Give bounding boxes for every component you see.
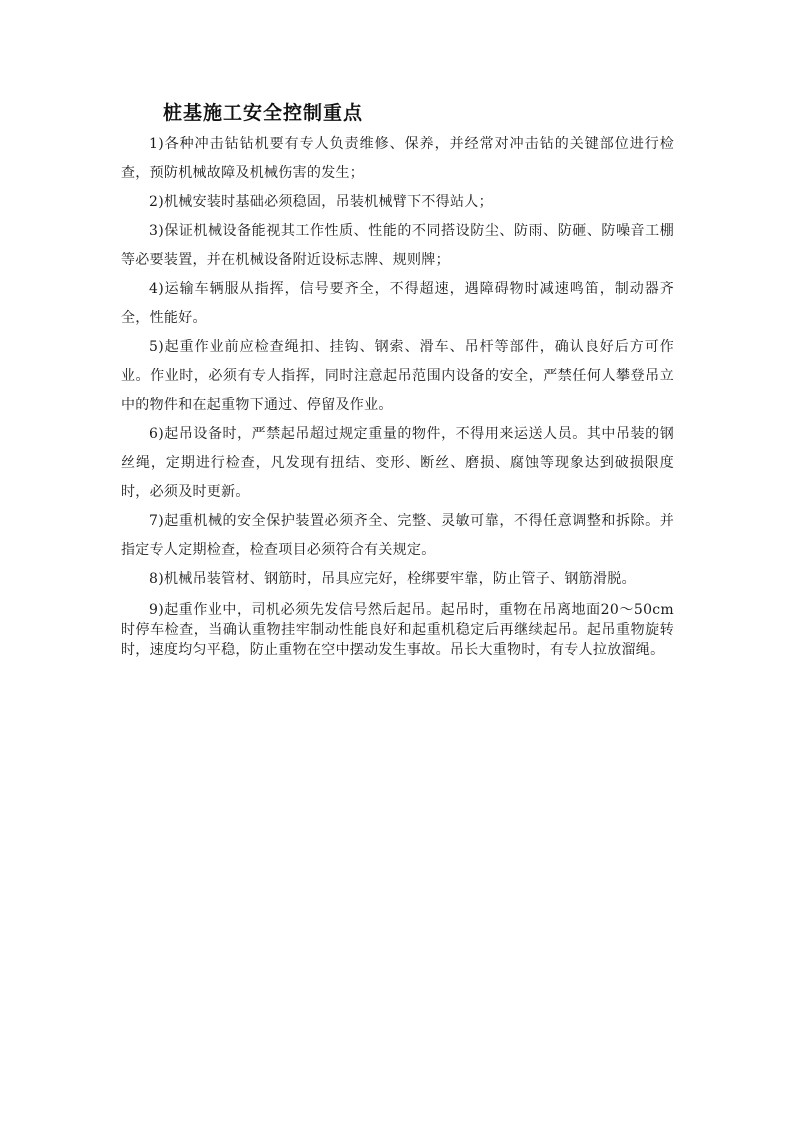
paragraph-5: 5)起重作业前应检查绳扣、挂钩、钢索、滑车、吊杆等部件，确认良好后方可作业。作业时，必须有专人指挥，同时注意起吊范围内设备的安全，严禁任何人攀登吊立中的物件和在起重物下通过、停留及作业。	[121, 339, 674, 413]
paragraph-9: 9)起重作业中，司机必须先发信号然后起吊。起吊时，重物在吊离地面20～50cm时停车检查，当确认重物挂牢制动性能良好和起重机稳定后再继续起吊。起吊重物旋转时，速度均匀平稳，防止重物在空中摆动发生事故。吊长大重物时，有专人拉放溜绳。	[121, 602, 674, 658]
document-title: 桩基施工安全控制重点	[163, 102, 364, 124]
paragraph-8: 8)机械吊装管材、钢筋时，吊具应完好，栓绑要牢靠，防止管子、钢筋滑脱。	[149, 571, 636, 587]
paragraph-3: 3)保证机械设备能视其工作性质、性能的不同搭设防尘、防雨、防砸、防噪音工棚等必要装置，并在机械设备附近设标志牌、规则牌；	[121, 223, 674, 268]
paragraph-2: 2)机械安装时基础必须稳固，吊装机械臂下不得站人；	[149, 194, 493, 210]
paragraph-1: 1)各种冲击钻钻机要有专人负责维修、保养，并经常对冲击钻的关键部位进行检查，预防机械故障及机械伤害的发生；	[121, 136, 674, 181]
paragraph-7: 7)起重机械的安全保护装置必须齐全、完整、灵敏可靠，不得任意调整和拆除。并指定专人定期检查，检查项目必须符合有关规定。	[121, 513, 674, 558]
paragraph-4: 4)运输车辆服从指挥，信号要齐全，不得超速，遇障碍物时减速鸣笛，制动器齐全，性能好。	[121, 281, 674, 326]
paragraph-6: 6)起吊设备时，严禁起吊超过规定重量的物件，不得用来运送人员。其中吊装的钢丝绳，定期进行检查，凡发现有扭结、变形、断丝、磨损、腐蚀等现象达到破损限度时，必须及时更新。	[121, 426, 674, 500]
document-body	[121, 130, 674, 660]
